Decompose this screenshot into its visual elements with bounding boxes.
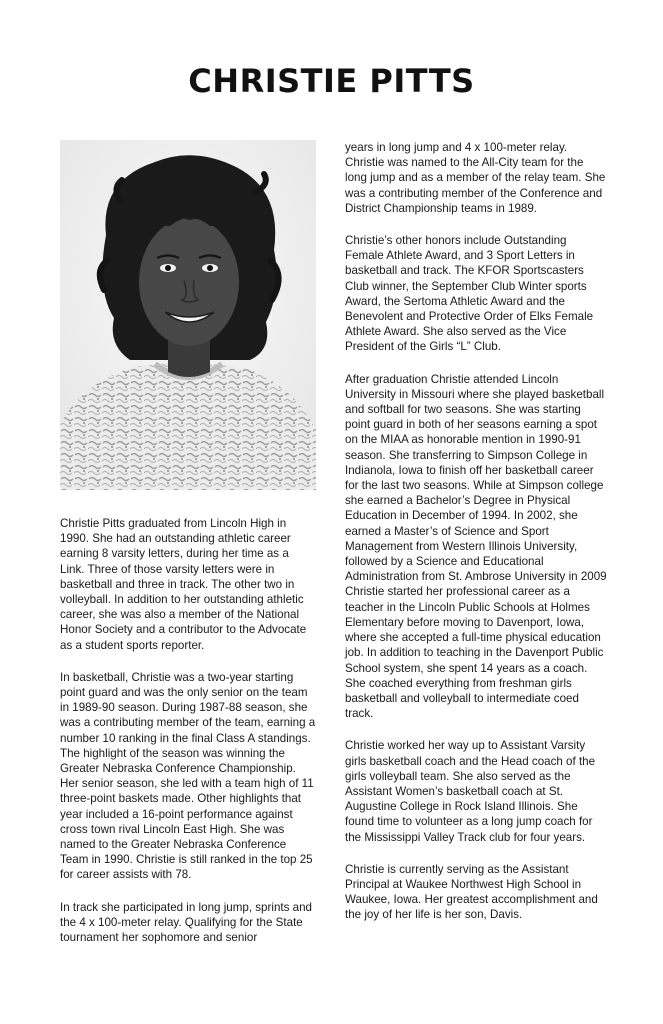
paragraph-current: Christie is currently serving as the Assistant Principal at Waukee Northwest High School in Waukee, Iowa. Her greatest accomplishment and the joy of her life is her son, Davis. <box>345 862 598 922</box>
right-column <box>345 140 607 940</box>
paragraph-college: After graduation Christie attended Lincoln University in Missouri where she played basketball and softball for two seasons. She was starting point guard in both of her seasons earning a spot on the MIAA as honorable mention in 1990-91 season. She transferring to Simpson College in Indianola, Iowa to finish off her basketball career for the last two seasons. While at Simpson college she earned a Bachelor’s Degree in Physical Education in December of 1994. In 2002, she earned a Master’s of Science and Sport Management from Western Illinois University, followed by a Science and Educational Administration from St. Ambrose University in 2009 Christie started her professional career as a teacher in the Lincoln Public Schools at Holmes Elementary before moving to Davenport, Iowa, where she accepted a full-time physical education job. In addition to teaching in the Davenport Public School system, she spent 14 years as a coach. She coached everything from freshman girls basketball and volleyball to intermediate coed track. <box>345 372 607 721</box>
left-column <box>60 516 316 962</box>
portrait-illustration <box>60 140 316 490</box>
paragraph-honors: Christie’s other honors include Outstanding Female Athlete Award, and 3 Sport Letters in basketball and track. The KFOR Sportscasters Club winner, the September Club Winter sports Award, the Sertoma Athletic Award and the Benevolent and Protective Order of Elks Female Athlete Award. She also served as the Vice President of the Girls “L” Club. <box>345 234 594 354</box>
paragraph-intro: Christie Pitts graduated from Lincoln High in 1990. She had an outstanding athletic career earning 8 varsity letters, during her time as a Link. Three of those varsity letters were in basketball and three in track. The other two in volleyball. In addition to her outstanding athletic career, she was also a member of the National Honor Society and a contributor to the Advocate as a student sports reporter. <box>60 517 307 652</box>
paragraph-coaching: Christie worked her way up to Assistant Varsity girls basketball coach and the Head coach of the girls volleyball team. She also served as the Assistant Women’s basketball coach at St. Augustine College in Rock Island Illinois. She found time to volunteer as a long jump coach for the Mississippi Valley Track club for four years. <box>345 739 596 844</box>
page-title: CHRISTIE PITTS <box>188 62 475 100</box>
paragraph-basketball: In basketball, Christie was a two-year starting point guard and was the only senior on the team in 1989-90 season. During 1987-88 season, she was a contributing member of the team, earning a number 10 ranking in the final Class A standings. The highlight of the season was winning the Greater Nebraska Conference Championship. Her senior season, she led with a team high of 11 three-point baskets made. Other highlights that year included a 16-point performance against cross town rival Lincoln East High. She was named to the Greater Nebraska Conference Team in 1990. Christie is still ranked in the top 25 for career assists with 78. <box>60 670 316 882</box>
portrait-photo <box>60 140 316 490</box>
paragraph-track: In track she participated in long jump, sprints and the 4 x 100-meter relay. Qualifying for the State tournament her sophomore and senior <box>60 900 312 945</box>
paragraph-track-continued: years in long jump and 4 x 100-meter relay. Christie was named to the All-City team for the long jump and as a member of the relay team. She was a contributing member of the Conference and District Championship teams in 1989. <box>345 141 606 215</box>
